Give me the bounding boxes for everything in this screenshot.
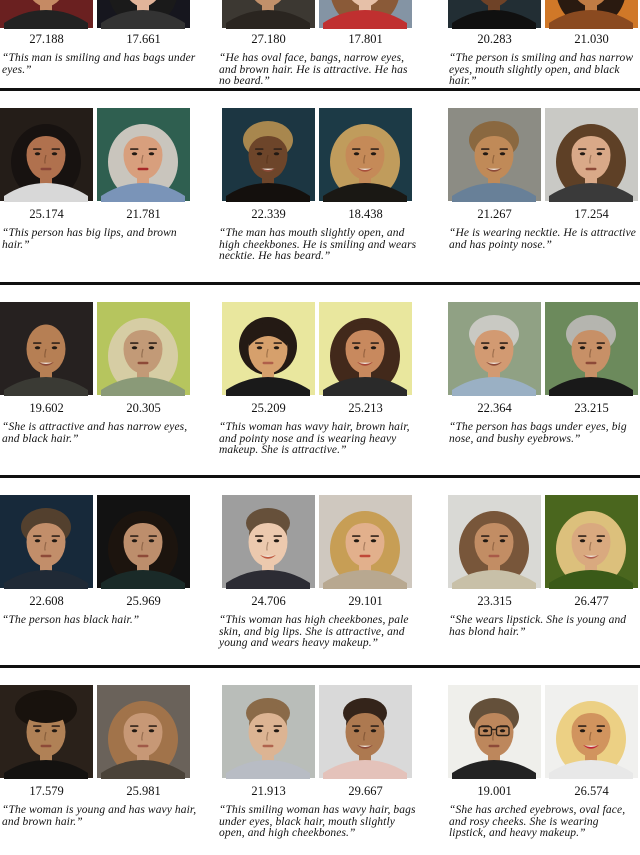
face-image xyxy=(0,0,93,28)
score-value: 25.981 xyxy=(126,784,161,798)
caption-text: “The person has black hair.” xyxy=(2,614,140,626)
face-image xyxy=(0,495,93,588)
score-value: 21.030 xyxy=(574,32,609,46)
face-image xyxy=(545,302,638,395)
face-pair xyxy=(222,685,412,778)
face-pair xyxy=(448,302,638,395)
face-pair xyxy=(222,108,412,201)
figure-cell xyxy=(217,495,434,650)
face-pair xyxy=(0,302,190,395)
score-value: 26.574 xyxy=(574,784,609,798)
figure-cell xyxy=(0,0,217,76)
caption-text: “This smiling woman has wavy hair, bags under eyes, black hair, mouth slightly open, and high cheekbones.” xyxy=(219,804,416,840)
score-row xyxy=(222,208,412,221)
face-image xyxy=(222,685,315,778)
score-value: 18.438 xyxy=(348,207,383,221)
score-row xyxy=(0,208,190,221)
face-image xyxy=(319,302,412,395)
face-image xyxy=(222,302,315,395)
face-image xyxy=(448,302,541,395)
face-image xyxy=(222,495,315,588)
face-image xyxy=(545,108,638,201)
face-image xyxy=(97,495,190,588)
face-image xyxy=(448,0,541,28)
score-value: 21.267 xyxy=(477,207,512,221)
score-value: 22.364 xyxy=(477,401,512,415)
face-image xyxy=(319,685,412,778)
score-value: 22.608 xyxy=(29,594,64,608)
score-value: 21.913 xyxy=(251,784,286,798)
score-row xyxy=(448,208,638,221)
figure-cell xyxy=(0,302,217,445)
score-row xyxy=(222,785,412,798)
score-row xyxy=(0,33,190,46)
face-image xyxy=(545,685,638,778)
face-image xyxy=(0,108,93,201)
score-value: 25.969 xyxy=(126,594,161,608)
figure-cell xyxy=(217,685,434,840)
face-image xyxy=(319,495,412,588)
figure-row xyxy=(0,285,640,475)
caption-text: “She wears lipstick. She is young and has blond hair.” xyxy=(449,614,627,638)
face-image xyxy=(448,108,541,201)
score-value: 20.305 xyxy=(126,401,161,415)
caption-text: “This woman has high cheekbones, pale skin, and big lips. She is attractive, and young and wears heavy makeup.” xyxy=(219,614,409,650)
score-value: 23.215 xyxy=(574,401,609,415)
score-value: 23.315 xyxy=(477,594,512,608)
score-value: 27.180 xyxy=(251,32,286,46)
caption-text: “He is wearing necktie. He is attractive and has pointy nose.” xyxy=(449,227,637,251)
face-pair xyxy=(222,495,412,588)
caption-text: “This man is smiling and has bags under eyes.” xyxy=(2,52,196,76)
score-value: 29.667 xyxy=(348,784,383,798)
score-row xyxy=(222,595,412,608)
face-pair xyxy=(448,108,638,201)
figure-cell xyxy=(434,495,640,638)
score-value: 29.101 xyxy=(348,594,383,608)
figure-row xyxy=(0,0,640,88)
face-pair xyxy=(448,685,638,778)
score-value: 22.339 xyxy=(251,207,286,221)
face-image xyxy=(319,108,412,201)
face-pair xyxy=(0,0,190,28)
face-image xyxy=(222,0,315,28)
face-pair xyxy=(0,685,190,778)
score-value: 24.706 xyxy=(251,594,286,608)
figure-row xyxy=(0,478,640,665)
score-value: 25.174 xyxy=(29,207,64,221)
caption-text: “She is attractive and has narrow eyes, and black hair.” xyxy=(2,421,188,445)
score-row xyxy=(448,402,638,415)
caption-text: “This woman has wavy hair, brown hair, and pointy nose and is wearing heavy makeup. She is attractive.” xyxy=(219,421,410,457)
score-value: 17.579 xyxy=(29,784,64,798)
caption-text: “The man has mouth slightly open, and high cheekbones. He is smiling and wears necktie. He has beard.” xyxy=(219,227,417,263)
caption-text: “The person is smiling and has narrow eyes, mouth slightly open, and black hair.” xyxy=(449,52,634,88)
score-value: 17.254 xyxy=(574,207,609,221)
figure-cell xyxy=(217,302,434,457)
score-row xyxy=(0,595,190,608)
face-pair xyxy=(222,302,412,395)
figure-cell xyxy=(434,302,640,445)
score-value: 25.209 xyxy=(251,401,286,415)
caption-text: “This person has big lips, and brown hair.” xyxy=(2,227,177,251)
face-image xyxy=(545,495,638,588)
face-pair xyxy=(448,0,638,28)
figure-cell xyxy=(434,0,640,88)
figure-cell xyxy=(217,0,434,88)
face-image xyxy=(97,685,190,778)
figure-cell xyxy=(0,685,217,828)
score-row xyxy=(222,33,412,46)
score-value: 17.661 xyxy=(126,32,161,46)
caption-text: “The person has bags under eyes, big nose, and bushy eyebrows.” xyxy=(449,421,627,445)
face-image xyxy=(0,685,93,778)
caption-text: “He has oval face, bangs, narrow eyes, and brown hair. He is attractive. He has no beard.” xyxy=(219,52,408,88)
face-image xyxy=(448,685,541,778)
score-value: 20.283 xyxy=(477,32,512,46)
caption-text: “She has arched eyebrows, oval face, and rosy cheeks. She is wearing lipstick, and heavy makeup.” xyxy=(449,804,626,840)
face-pair xyxy=(222,0,412,28)
figure-cell xyxy=(217,108,434,263)
score-value: 26.477 xyxy=(574,594,609,608)
figure-row xyxy=(0,668,640,855)
figure-row xyxy=(0,91,640,282)
score-value: 17.801 xyxy=(348,32,383,46)
face-image xyxy=(97,108,190,201)
score-value: 21.781 xyxy=(126,207,161,221)
face-image xyxy=(545,0,638,28)
face-image xyxy=(0,302,93,395)
face-pair xyxy=(0,495,190,588)
figure-cell xyxy=(434,685,640,840)
face-image xyxy=(97,302,190,395)
score-row xyxy=(448,595,638,608)
score-value: 25.213 xyxy=(348,401,383,415)
face-image xyxy=(97,0,190,28)
face-image xyxy=(222,108,315,201)
score-value: 19.001 xyxy=(477,784,512,798)
face-pair xyxy=(0,108,190,201)
score-value: 27.188 xyxy=(29,32,64,46)
score-row xyxy=(448,33,638,46)
score-row xyxy=(0,402,190,415)
face-pair xyxy=(448,495,638,588)
score-row xyxy=(222,402,412,415)
face-image xyxy=(319,0,412,28)
score-row xyxy=(448,785,638,798)
face-image xyxy=(448,495,541,588)
figure-cell xyxy=(0,495,217,627)
caption-text: “The woman is young and has wavy hair, and brown hair.” xyxy=(2,804,197,828)
score-value: 19.602 xyxy=(29,401,64,415)
figure-cell xyxy=(434,108,640,251)
score-row xyxy=(0,785,190,798)
figure-cell xyxy=(0,108,217,251)
